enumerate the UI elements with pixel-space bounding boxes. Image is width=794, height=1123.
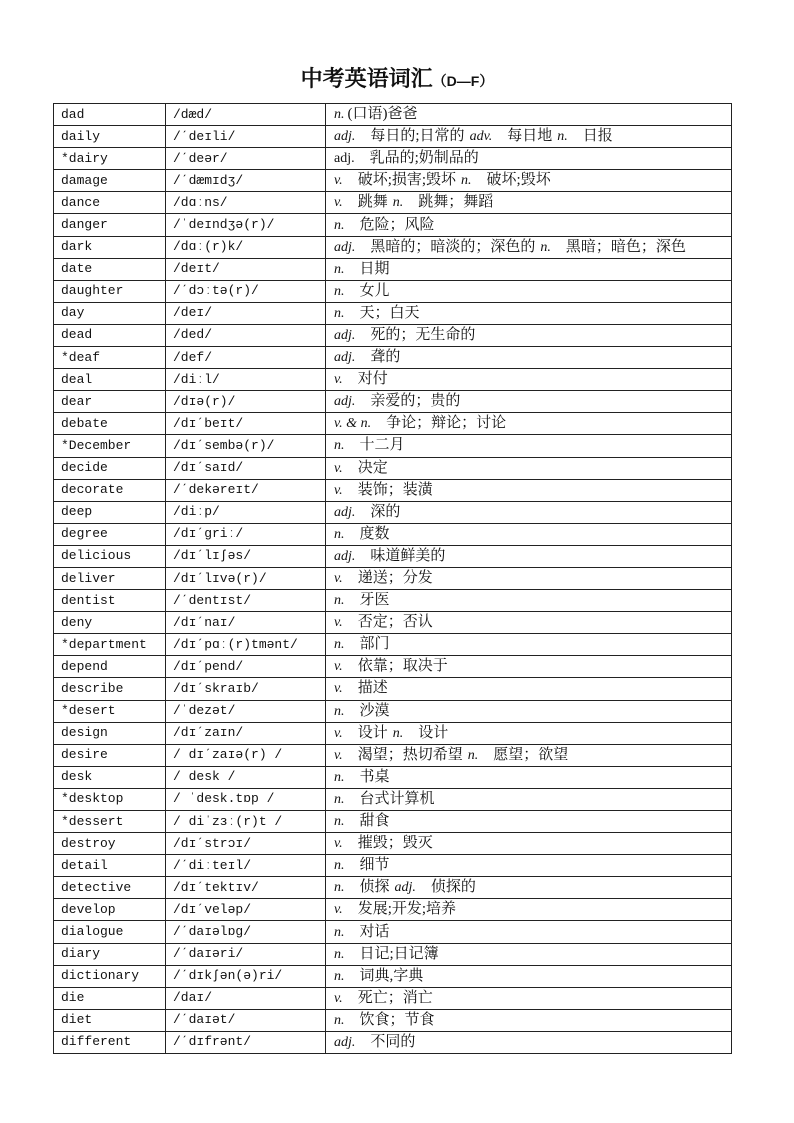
word-cell: different xyxy=(54,1031,166,1053)
table-row xyxy=(54,987,732,1009)
word-cell: dark xyxy=(54,236,166,258)
table-row xyxy=(54,700,732,722)
phonetic-cell: /ˊdiːteɪl/ xyxy=(166,855,326,877)
word-cell: deep xyxy=(54,501,166,523)
definition-text: 日期 xyxy=(359,260,390,277)
part-of-speech: n. xyxy=(334,1012,345,1028)
part-of-speech: n. xyxy=(334,791,345,807)
word-cell: delicious xyxy=(54,545,166,567)
meaning-cell xyxy=(326,722,732,744)
word-cell: *dessert xyxy=(54,811,166,833)
definition-text: 女儿 xyxy=(359,282,390,299)
table-row xyxy=(54,788,732,810)
table-row xyxy=(54,479,732,501)
meaning-cell xyxy=(326,590,732,612)
definition-text: 决定 xyxy=(357,459,388,476)
vocab-table xyxy=(53,103,732,1054)
definition-text: 细节 xyxy=(359,857,390,874)
part-of-speech: v. xyxy=(334,460,343,476)
definition-text: 亲爱的；贵的 xyxy=(370,393,461,410)
definition-text: 侦探 xyxy=(359,879,390,896)
table-row xyxy=(54,413,732,435)
phonetic-cell: /ˊdekəreɪt/ xyxy=(166,479,326,501)
part-of-speech: n. xyxy=(334,305,345,321)
meaning-cell xyxy=(326,987,732,1009)
phonetic-cell: /dɪˊpɑː(r)tmənt/ xyxy=(166,634,326,656)
definition-text: 侦探的 xyxy=(430,879,476,896)
meaning-cell xyxy=(326,369,732,391)
definition-text: 部门 xyxy=(359,636,390,653)
phonetic-cell: /dɪˊlɪvə(r)/ xyxy=(166,567,326,589)
meaning-cell xyxy=(326,347,732,369)
word-cell: dictionary xyxy=(54,965,166,987)
phonetic-cell: /diːp/ xyxy=(166,501,326,523)
definition-text: 日报 xyxy=(582,128,613,145)
definition-text: 递送；分发 xyxy=(357,570,433,587)
meaning-cell xyxy=(326,391,732,413)
word-cell: *dairy xyxy=(54,148,166,170)
word-cell: dear xyxy=(54,391,166,413)
part-of-speech: v. xyxy=(334,571,343,587)
meaning-cell xyxy=(326,148,732,170)
part-of-speech: adj. xyxy=(334,504,356,520)
word-cell: *December xyxy=(54,435,166,457)
meaning-cell xyxy=(326,788,732,810)
table-row xyxy=(54,833,732,855)
table-row xyxy=(54,811,732,833)
meaning-cell xyxy=(326,1031,732,1053)
part-of-speech: n. xyxy=(334,438,345,454)
meaning-cell xyxy=(326,258,732,280)
definition-text: 否定；否认 xyxy=(357,614,433,631)
phonetic-cell: /ˊdɪkʃən(ə)ri/ xyxy=(166,965,326,987)
definition-text: 天；白天 xyxy=(359,304,420,321)
phonetic-cell: /deɪ/ xyxy=(166,302,326,324)
phonetic-cell: /ˊdaɪət/ xyxy=(166,1009,326,1031)
word-cell: debate xyxy=(54,413,166,435)
phonetic-cell: /diːl/ xyxy=(166,369,326,391)
meaning-cell xyxy=(326,567,732,589)
word-cell: dead xyxy=(54,324,166,346)
definition-text: 设计 xyxy=(357,724,388,741)
word-cell: design xyxy=(54,722,166,744)
meaning-cell xyxy=(326,214,732,236)
table-row xyxy=(54,214,732,236)
title-range: （D—F） xyxy=(432,73,494,89)
part-of-speech: n. xyxy=(557,129,568,145)
word-cell: die xyxy=(54,987,166,1009)
vocab-table-body xyxy=(54,104,732,1054)
phonetic-cell: /ˈdeɪndʒə(r)/ xyxy=(166,214,326,236)
definition-text: 死的；无生命的 xyxy=(370,326,476,343)
definition-text: 不同的 xyxy=(370,1033,416,1050)
definition-text: 描述 xyxy=(357,680,388,697)
part-of-speech: adj. xyxy=(334,129,356,145)
definition-text: 书桌 xyxy=(359,768,390,785)
phonetic-cell: /dɪˊsaɪd/ xyxy=(166,457,326,479)
phonetic-cell: /ˊdɔːtə(r)/ xyxy=(166,280,326,302)
phonetic-cell: /dɪˊbeɪt/ xyxy=(166,413,326,435)
definition-text: 乳品的;奶制品的 xyxy=(369,150,479,167)
meaning-cell xyxy=(326,965,732,987)
word-cell: damage xyxy=(54,170,166,192)
phonetic-cell: /dɪˊtektɪv/ xyxy=(166,877,326,899)
word-cell: depend xyxy=(54,656,166,678)
phonetic-cell: /ˊdæmɪdʒ/ xyxy=(166,170,326,192)
part-of-speech: n. xyxy=(334,924,345,940)
phonetic-cell: /deɪt/ xyxy=(166,258,326,280)
part-of-speech: n. xyxy=(334,769,345,785)
part-of-speech: v. xyxy=(334,615,343,631)
phonetic-cell: /dɑː(r)k/ xyxy=(166,236,326,258)
definition-text: 十二月 xyxy=(359,437,405,454)
definition-text: 渴望；热切希望 xyxy=(357,746,463,763)
word-cell: day xyxy=(54,302,166,324)
meaning-cell xyxy=(326,523,732,545)
phonetic-cell: / ˈdesk.tɒp / xyxy=(166,788,326,810)
meaning-cell xyxy=(326,612,732,634)
part-of-speech: n. xyxy=(334,593,345,609)
table-row xyxy=(54,722,732,744)
word-cell: degree xyxy=(54,523,166,545)
meaning-cell xyxy=(326,192,732,214)
part-of-speech: n. xyxy=(334,814,345,830)
meaning-cell xyxy=(326,126,732,148)
word-cell: dialogue xyxy=(54,921,166,943)
definition-text: 沙漠 xyxy=(359,702,390,719)
phonetic-cell: / dɪˊzaɪə(r) / xyxy=(166,744,326,766)
part-of-speech: v. xyxy=(334,195,343,211)
part-of-speech: n. xyxy=(540,239,551,255)
word-cell: *desktop xyxy=(54,788,166,810)
table-row xyxy=(54,1031,732,1053)
phonetic-cell: /dɪˊskraɪb/ xyxy=(166,678,326,700)
definition-text: 愿望；欲望 xyxy=(493,746,569,763)
definition-text: 甜食 xyxy=(359,813,390,830)
phonetic-cell: /dɑːns/ xyxy=(166,192,326,214)
word-cell: daughter xyxy=(54,280,166,302)
table-row xyxy=(54,435,732,457)
part-of-speech: n. xyxy=(334,968,345,984)
table-row xyxy=(54,899,732,921)
table-row xyxy=(54,545,732,567)
page-title xyxy=(0,66,794,94)
definition-text: (口语)爸爸 xyxy=(347,106,418,123)
table-row xyxy=(54,126,732,148)
table-row xyxy=(54,236,732,258)
table-row xyxy=(54,369,732,391)
table-row xyxy=(54,457,732,479)
table-row xyxy=(54,678,732,700)
meaning-cell xyxy=(326,457,732,479)
table-row xyxy=(54,192,732,214)
meaning-cell xyxy=(326,744,732,766)
word-cell: *desert xyxy=(54,700,166,722)
word-cell: date xyxy=(54,258,166,280)
meaning-cell xyxy=(326,656,732,678)
table-row xyxy=(54,280,732,302)
meaning-cell xyxy=(326,1009,732,1031)
table-row xyxy=(54,855,732,877)
part-of-speech: n. xyxy=(392,725,404,741)
part-of-speech: n. xyxy=(334,946,345,962)
table-row xyxy=(54,391,732,413)
table-row xyxy=(54,324,732,346)
phonetic-cell: /dɪˊlɪʃəs/ xyxy=(166,545,326,567)
word-cell: deny xyxy=(54,612,166,634)
meaning-cell xyxy=(326,302,732,324)
part-of-speech: v. xyxy=(334,990,343,1006)
definition-text: 破坏;损害;毁坏 xyxy=(357,172,457,189)
meaning-cell xyxy=(326,413,732,435)
table-row xyxy=(54,567,732,589)
meaning-cell xyxy=(326,479,732,501)
table-row xyxy=(54,523,732,545)
meaning-cell xyxy=(326,921,732,943)
phonetic-cell: / desk / xyxy=(166,766,326,788)
part-of-speech: v. xyxy=(334,725,343,741)
definition-text: 黑暗；暗色；深色 xyxy=(565,238,686,255)
meaning-cell xyxy=(326,435,732,457)
phonetic-cell: / diˈzɜː(r)t / xyxy=(166,811,326,833)
part-of-speech: n. xyxy=(334,858,345,874)
part-of-speech: v. xyxy=(334,173,343,189)
word-cell: desire xyxy=(54,744,166,766)
part-of-speech: v. xyxy=(334,372,343,388)
phonetic-cell: /dɪˊpend/ xyxy=(166,656,326,678)
word-cell: detective xyxy=(54,877,166,899)
word-cell: diary xyxy=(54,943,166,965)
table-row xyxy=(54,501,732,523)
table-row xyxy=(54,170,732,192)
phonetic-cell: /ˊdeər/ xyxy=(166,148,326,170)
word-cell: decide xyxy=(54,457,166,479)
definition-text: 度数 xyxy=(359,525,390,542)
part-of-speech: adv. xyxy=(469,129,493,145)
phonetic-cell: /ˈdezət/ xyxy=(166,700,326,722)
word-cell: danger xyxy=(54,214,166,236)
table-row xyxy=(54,148,732,170)
meaning-cell xyxy=(326,877,732,899)
phonetic-cell: /ˊdentɪst/ xyxy=(166,590,326,612)
meaning-cell xyxy=(326,501,732,523)
part-of-speech: n. xyxy=(334,637,345,653)
part-of-speech: adj. xyxy=(334,327,356,343)
definition-text: 装饰；装潢 xyxy=(357,481,433,498)
part-of-speech: adj. xyxy=(334,548,356,564)
definition-text: 聋的 xyxy=(370,349,401,366)
part-of-speech: adj. xyxy=(394,880,416,896)
part-of-speech: n. xyxy=(334,880,345,896)
part-of-speech: n. xyxy=(334,283,345,299)
part-of-speech: v. xyxy=(334,659,343,675)
definition-text: 跳舞 xyxy=(357,194,388,211)
table-row xyxy=(54,612,732,634)
phonetic-cell: /def/ xyxy=(166,347,326,369)
definition-text: 台式计算机 xyxy=(359,790,435,807)
definition-text: 发展;开发;培养 xyxy=(357,901,457,918)
word-cell: develop xyxy=(54,899,166,921)
meaning-cell xyxy=(326,324,732,346)
phonetic-cell: /dæd/ xyxy=(166,104,326,126)
part-of-speech: n. xyxy=(334,107,345,123)
definition-text: 饮食；节食 xyxy=(359,1011,435,1028)
definition-text: 每日地 xyxy=(507,128,553,145)
definition-text: 依靠；取决于 xyxy=(357,658,448,675)
table-row xyxy=(54,656,732,678)
definition-text: 对付 xyxy=(357,371,388,388)
meaning-cell xyxy=(326,678,732,700)
part-of-speech: adj. xyxy=(334,394,356,410)
word-cell: desk xyxy=(54,766,166,788)
phonetic-cell: /dɪə(r)/ xyxy=(166,391,326,413)
part-of-speech: n. xyxy=(392,195,404,211)
part-of-speech: v. xyxy=(334,747,343,763)
table-row xyxy=(54,347,732,369)
phonetic-cell: /dɪˊsembə(r)/ xyxy=(166,435,326,457)
table-row xyxy=(54,634,732,656)
phonetic-cell: /dɪˊstrɔɪ/ xyxy=(166,833,326,855)
definition-text: 深的 xyxy=(370,503,401,520)
definition-text: 黑暗的；暗淡的；深色的 xyxy=(370,238,536,255)
word-cell: dentist xyxy=(54,590,166,612)
definition-text: 摧毁；毁灭 xyxy=(357,835,433,852)
definition-text: 设计 xyxy=(418,724,449,741)
definition-text: 味道鲜美的 xyxy=(370,547,446,564)
meaning-cell xyxy=(326,899,732,921)
definition-text: 危险；风险 xyxy=(359,216,435,233)
phonetic-cell: /ˊdaɪəlɒg/ xyxy=(166,921,326,943)
word-cell: deal xyxy=(54,369,166,391)
meaning-cell xyxy=(326,545,732,567)
definition-text: 跳舞；舞蹈 xyxy=(418,194,494,211)
part-of-speech: n. xyxy=(334,217,345,233)
table-row xyxy=(54,258,732,280)
part-of-speech: adj. xyxy=(334,151,355,167)
meaning-cell xyxy=(326,170,732,192)
word-cell: decorate xyxy=(54,479,166,501)
meaning-cell xyxy=(326,280,732,302)
word-cell: *deaf xyxy=(54,347,166,369)
title-main: 中考英语词汇 xyxy=(300,67,433,92)
word-cell: dance xyxy=(54,192,166,214)
table-row xyxy=(54,766,732,788)
part-of-speech: v. xyxy=(334,681,343,697)
part-of-speech: adj. xyxy=(334,1034,356,1050)
word-cell: destroy xyxy=(54,833,166,855)
word-cell: deliver xyxy=(54,567,166,589)
phonetic-cell: /ded/ xyxy=(166,324,326,346)
table-row xyxy=(54,590,732,612)
word-cell: dad xyxy=(54,104,166,126)
definition-text: 每日的;日常的 xyxy=(370,128,465,145)
word-cell: diet xyxy=(54,1009,166,1031)
table-row xyxy=(54,877,732,899)
definition-text: 破坏;毁坏 xyxy=(486,172,551,189)
word-cell: daily xyxy=(54,126,166,148)
definition-text: 牙医 xyxy=(359,592,390,609)
definition-text: 死亡；消亡 xyxy=(357,989,433,1006)
part-of-speech: n. xyxy=(461,173,472,189)
word-cell: detail xyxy=(54,855,166,877)
part-of-speech: adj. xyxy=(334,350,356,366)
table-row xyxy=(54,943,732,965)
phonetic-cell: /ˊdaɪəri/ xyxy=(166,943,326,965)
phonetic-cell: /ˊdeɪli/ xyxy=(166,126,326,148)
part-of-speech: n. xyxy=(334,526,345,542)
part-of-speech: v. xyxy=(334,902,343,918)
table-row xyxy=(54,965,732,987)
phonetic-cell: /ˊdɪfrənt/ xyxy=(166,1031,326,1053)
part-of-speech: v. xyxy=(334,482,343,498)
meaning-cell xyxy=(326,634,732,656)
table-row xyxy=(54,302,732,324)
definition-text: 日记;日记簿 xyxy=(359,945,439,962)
part-of-speech: n. xyxy=(467,747,479,763)
phonetic-cell: /dɪˊzaɪn/ xyxy=(166,722,326,744)
phonetic-cell: /dɪˊveləp/ xyxy=(166,899,326,921)
table-row xyxy=(54,1009,732,1031)
meaning-cell xyxy=(326,766,732,788)
meaning-cell xyxy=(326,833,732,855)
phonetic-cell: /dɪˊgriː/ xyxy=(166,523,326,545)
table-row xyxy=(54,744,732,766)
definition-text: 对话 xyxy=(359,923,390,940)
meaning-cell xyxy=(326,236,732,258)
meaning-cell xyxy=(326,104,732,126)
meaning-cell xyxy=(326,855,732,877)
word-cell: describe xyxy=(54,678,166,700)
part-of-speech: adj. xyxy=(334,239,356,255)
definition-text: 争论；辩论；讨论 xyxy=(386,415,507,432)
part-of-speech: v. xyxy=(334,836,343,852)
phonetic-cell: /dɪˊnaɪ/ xyxy=(166,612,326,634)
part-of-speech: n. xyxy=(334,703,345,719)
part-of-speech: v. & n. xyxy=(334,416,372,432)
phonetic-cell: /daɪ/ xyxy=(166,987,326,1009)
table-row xyxy=(54,104,732,126)
meaning-cell xyxy=(326,811,732,833)
word-cell: *department xyxy=(54,634,166,656)
meaning-cell xyxy=(326,700,732,722)
table-row xyxy=(54,921,732,943)
definition-text: 词典,字典 xyxy=(359,967,424,984)
part-of-speech: n. xyxy=(334,261,345,277)
meaning-cell xyxy=(326,943,732,965)
